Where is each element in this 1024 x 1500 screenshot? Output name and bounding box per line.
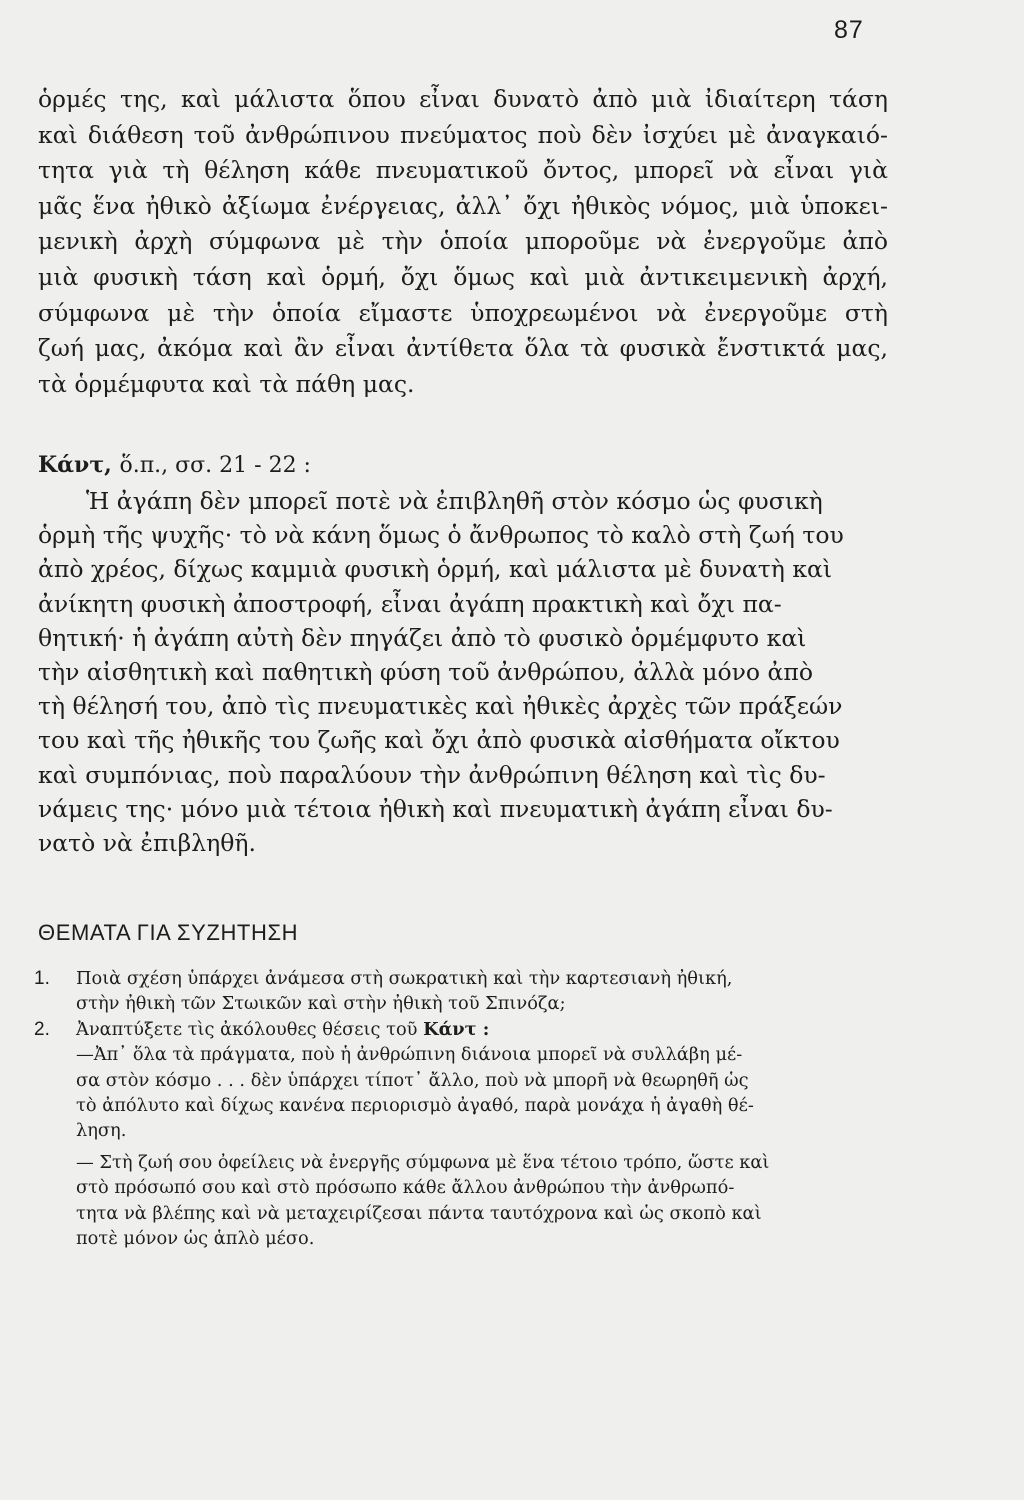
text-line: τὴ θέλησή του, ἀπὸ τὶς πνευματικὲς καὶ ἠθικὲς ἀρχὲς τῶν πράξεών [38,692,843,721]
text-line: ἀπὸ χρέος, δίχως καμμιὰ φυσικὴ ὁρμή, καὶ μάλιστα μὲ δυνατὴ καὶ [38,555,833,584]
text-line: τὰ ὁρμέμφυτα καὶ τὰ πάθη μας. [38,369,415,398]
thesis-line: —Ἀπ᾽ ὅλα τὰ πράγματα, ποὺ ἡ ἀνθρώπινη διάνοια μπορεῖ νὰ συλλάβη μέ- [76,1044,743,1066]
item-line: στὴν ἠθικὴ τῶν Στωικῶν καὶ στὴν ἠθικὴ τοῦ Σπινόζα; [76,993,566,1015]
thesis-quote [76,1042,894,1144]
citation-heading [38,452,311,478]
text-line: θητική· ἡ ἀγάπη αὐτὴ δὲν πηγάζει ἀπὸ τὸ φυσικὸ ὁρμέμφυτο καὶ [38,623,807,652]
text-line: τὴν αἰσθητικὴ καὶ παθητικὴ φύση τοῦ ἀνθρώπου, ἀλλὰ μόνο ἀπὸ [38,658,813,687]
thesis-line: στὸ πρόσωπό σου καὶ στὸ πρόσωπο κάθε ἄλλου ἀνθρώπου τὴν ἀνθρωπό- [76,1177,735,1199]
discussion-item [34,966,894,1017]
item-intro-text: Ἀναπτύξετε τὶς ἀκόλουθες θέσεις τοῦ [76,1018,418,1040]
discussion-heading: ΘΕΜΑΤΑ ΓΙΑ ΣΥΖΗΤΗΣΗ [38,920,299,945]
text-line: μενικὴ ἀρχὴ σύμφωνα μὲ τὴν ὁποία μποροῦμε νὰ ἐνεργοῦμε ἀπὸ [38,227,888,256]
thesis-line: τητα νὰ βλέπης καὶ νὰ μεταχειρίζεσαι πάντα ταυτόχρονα καὶ ὡς σκοπὸ καὶ [76,1202,762,1224]
text-line: καὶ συμπόνιας, ποὺ παραλύουν τὴν ἀνθρώπινη θέληση καὶ τὶς δυ- [38,760,826,789]
discussion-item [34,1017,894,1252]
item-intro [76,1017,894,1042]
text-line: Ἡ ἀγάπη δὲν μπορεῖ ποτὲ νὰ ἐπιβληθῆ στὸν κόσμο ὡς φυσικὴ [86,487,823,515]
discussion-list [34,966,894,1251]
thesis-line: ληση. [76,1120,127,1142]
main-paragraph [38,82,888,402]
item-number: 1. [34,968,50,989]
item-line: Ποιὰ σχέση ὑπάρχει ἀνάμεσα στὴ σωκρατικὴ καὶ τὴν καρτεσιανὴ ἠθική, [76,968,733,989]
text-line: ὁρμὴ τῆς ψυχῆς· τὸ νὰ κάνη ὅμως ὁ ἄνθρωπος τὸ καλὸ στὴ ζωή του [38,521,844,550]
page-number: 87 [834,16,864,44]
text-line: καὶ διάθεση τοῦ ἀνθρώπινου πνεύματος ποὺ δὲν ἰσχύει μὲ ἀναγκαιό- [38,120,888,149]
citation-author: Κάντ, [38,452,112,478]
text-line: νατὸ νὰ ἐπιβληθῆ. [38,829,256,858]
quote-paragraph [38,484,888,860]
text-line: ὁρμές της, καὶ μάλιστα ὅπου εἶναι δυνατὸ ἀπὸ μιὰ ἰδιαίτερη τάση [38,85,888,113]
item-intro-author: Κάντ : [423,1018,490,1040]
text-line: νάμεις της· μόνο μιὰ τέτοια ἠθικὴ καὶ πνευματικὴ ἀγάπη εἶναι δυ- [38,794,833,823]
citation-reference: ὅ.π., σσ. 21 - 22 : [119,453,311,478]
text-line: μιὰ φυσικὴ τάση καὶ ὁρμή, ὄχι ὅμως καὶ μιὰ ἀντικειμενικὴ ἀρχή, [38,262,888,291]
text-line: του καὶ τῆς ἠθικῆς του ζωῆς καὶ ὄχι ἀπὸ φυσικὰ αἰσθήματα οἴκτου [38,726,840,755]
thesis-line: — Στὴ ζωή σου ὀφείλεις νὰ ἐνεργῆς σύμφωνα μὲ ἕνα τέτοιο τρόπο, ὥστε καὶ [76,1151,770,1173]
text-line: ἀνίκητη φυσικὴ ἀποστροφή, εἶναι ἀγάπη πρακτικὴ καὶ ὄχι πα- [38,589,782,618]
thesis-quote [76,1150,894,1252]
text-line: σύμφωνα μὲ τὴν ὁποία εἴμαστε ὑποχρεωμένοι νὰ ἐνεργοῦμε στὴ [38,298,888,327]
thesis-line: ποτὲ μόνον ὡς ἁπλὸ μέσο. [76,1228,315,1250]
item-number: 2. [34,1018,50,1040]
thesis-line: τὸ ἀπόλυτο καὶ δίχως κανένα περιορισμὸ ἀγαθό, παρὰ μονάχα ἡ ἀγαθὴ θέ- [76,1095,754,1117]
text-line: μᾶς ἕνα ἠθικὸ ἀξίωμα ἐνέργειας, ἀλλ᾽ ὄχι ἠθικὸς νόμος, μιὰ ὑποκει- [38,191,888,220]
text-line: ζωή μας, ἀκόμα καὶ ἂν εἶναι ἀντίθετα ὅλα τὰ φυσικὰ ἔνστικτά μας, [38,334,888,363]
text-line: τητα γιὰ τὴ θέληση κάθε πνευματικοῦ ὄντος, μπορεῖ νὰ εἶναι γιὰ [38,156,888,185]
thesis-line: σα στὸν κόσμο . . . δὲν ὑπάρχει τίποτ᾽ ἄλλο, ποὺ νὰ μπορῆ νὰ θεωρηθῆ ὡς [76,1069,749,1091]
